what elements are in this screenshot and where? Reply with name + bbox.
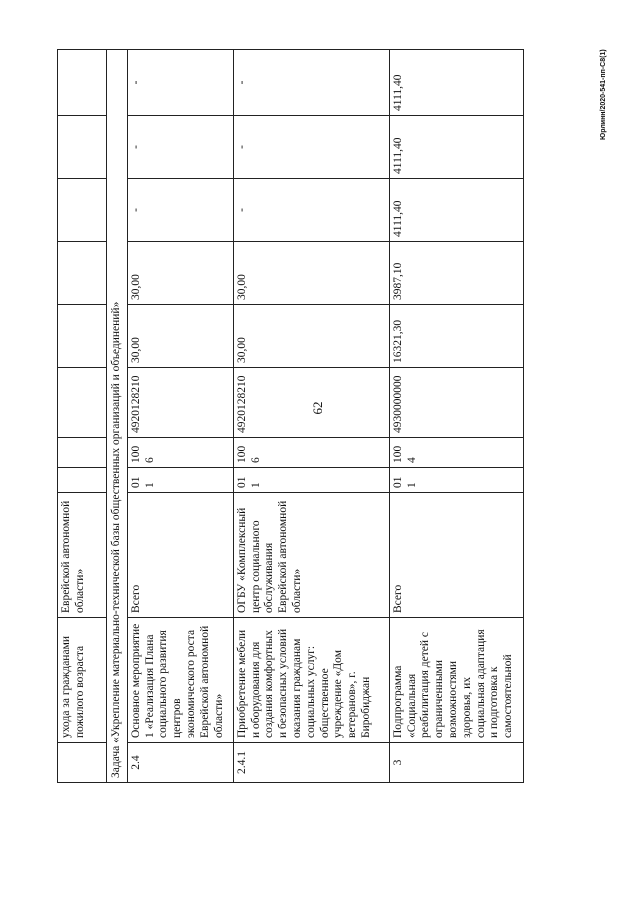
row-rzpr: 1006 — [127, 438, 233, 468]
rotated-table-page — [57, 50, 582, 783]
row-number: 3 — [389, 743, 523, 783]
row-name: Подпрограмма «Социальная реабилитация детей с ограниченными возможностями здоровья, их социальная адаптация и подготовка к самостоятельной — [389, 618, 523, 743]
cell-empty — [58, 116, 107, 179]
cell-empty — [58, 468, 107, 493]
row-year-2: - — [233, 179, 389, 242]
table-row — [127, 50, 233, 783]
row-year-2: 4111,40 — [389, 179, 523, 242]
row-grbs: 011 — [233, 468, 389, 493]
header-continuation-row — [58, 50, 107, 783]
cell-exec: Еврейской автономной области» — [58, 493, 107, 618]
row-grbs: 011 — [389, 468, 523, 493]
row-csr: 4920128210 — [233, 368, 389, 438]
row-year-4: 4111,40 — [389, 50, 523, 116]
row-year-4: - — [127, 50, 233, 116]
row-exec: ОГБУ «Комплексный центр социального обслуживания Еврейской автономной области» — [233, 493, 389, 618]
row-number: 2.4 — [127, 743, 233, 783]
row-name: Приобретение мебели и оборудования для создания комфортных и безопасных условий оказания гражданам социальных услуг: общественное учреждение «Дом ветеранов», г. Биробиджан — [233, 618, 389, 743]
cell-name: ухода за гражданами пожилого возраста — [58, 618, 107, 743]
row-year-4: - — [233, 50, 389, 116]
cell-empty — [58, 242, 107, 305]
table-row — [389, 50, 523, 783]
row-total: 30,00 — [233, 305, 389, 368]
cell-empty — [58, 305, 107, 368]
cell-empty — [58, 179, 107, 242]
cell-empty — [58, 50, 107, 116]
task-row — [107, 50, 128, 783]
row-year-3: - — [127, 116, 233, 179]
row-number: 2.4.1 — [233, 743, 389, 783]
row-rzpr: 1006 — [233, 438, 389, 468]
table-row — [233, 50, 389, 783]
row-exec: Всего — [389, 493, 523, 618]
row-year-1: 3987,10 — [389, 242, 523, 305]
row-exec: Всего — [127, 493, 233, 618]
budget-table — [57, 49, 524, 783]
row-year-3: 4111,40 — [389, 116, 523, 179]
cell-empty — [58, 743, 107, 783]
row-year-2: - — [127, 179, 233, 242]
row-grbs: 011 — [127, 468, 233, 493]
row-total: 16321,30 — [389, 305, 523, 368]
document-code: Юрлинн/2020-541-пп-С8(1) — [600, 49, 607, 140]
row-year-1: 30,00 — [127, 242, 233, 305]
row-csr: 4920128210 — [127, 368, 233, 438]
row-year-3: - — [233, 116, 389, 179]
row-rzpr: 1004 — [389, 438, 523, 468]
row-name: Основное мероприятие 1 «Реализация Плана социального развития центров экономического роста Еврейской автономной области» — [127, 618, 233, 743]
cell-empty — [58, 368, 107, 438]
task-title: Задача «Укрепление материально-технической базы общественных организаций и объединений» — [107, 50, 128, 783]
cell-empty — [58, 438, 107, 468]
row-total: 30,00 — [127, 305, 233, 368]
page-number: 62 — [310, 401, 325, 415]
row-year-1: 30,00 — [233, 242, 389, 305]
row-csr: 4930000000 — [389, 368, 523, 438]
